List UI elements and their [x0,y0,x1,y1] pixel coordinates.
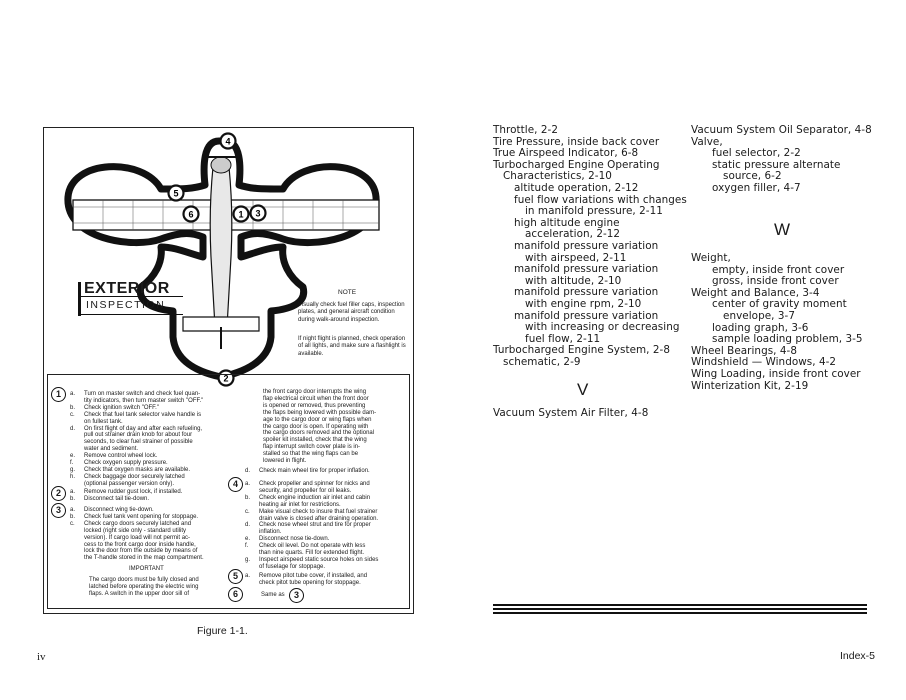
text-line: the front cargo door interrupts the wing [263,389,367,395]
step-line [245,557,410,564]
step-text: seconds, to clear fuel strainer of possible [84,439,193,446]
step-line [70,528,250,535]
step-line [245,516,410,523]
step-line [70,496,250,503]
step-text: Remove pitot tube cover, if installed, and [259,573,368,579]
svg-text:3: 3 [255,208,261,219]
index-entry: altitude operation, 2-12 [514,181,639,194]
index-entry: Wing Loading, inside front cover [691,367,861,380]
index-entry: manifold pressure variation [514,309,659,322]
text-line: is opened or removed, thus preventing [263,402,366,409]
step-line [70,535,250,542]
step-3-list [70,507,250,562]
index-entry: Winterization Kit, 2-19 [691,379,809,392]
step-letter: f. [245,543,249,550]
step-letter: e. [245,536,251,543]
step-letter: c. [70,411,75,418]
step-line [70,419,250,426]
text-line: stalled so that the wing flaps can be [263,451,359,458]
step-text: Check ignition switch "OFF." [84,404,159,411]
step-text: the T-handle stored in the map compartment. [84,555,204,562]
step-text: Check cargo doors securely latched and [84,520,192,527]
step-text: Inspect airspeed static source holes on sides [259,556,379,563]
marker-3 [251,206,266,221]
step-letter: a. [70,489,76,495]
step-text: Disconnect tail tie-down. [84,495,150,502]
index-entry: gross, inside front cover [712,275,839,288]
step-line [70,405,250,412]
step-line [70,398,250,405]
step-line [245,488,410,495]
index-entry: loading graph, 3-6 [712,321,809,334]
text-line: lowered in flight. [263,458,307,465]
fuselage [210,167,232,327]
index-entry: Weight and Balance, 3-4 [691,286,820,299]
figure-caption: Figure 1-1. [197,625,248,637]
step-line [70,412,250,419]
step-letter: c. [245,508,250,515]
index-entry: Weight, [691,252,731,264]
index-entry: with engine rpm, 2-10 [525,297,642,310]
index-entry: Turbocharged Engine System, 2-8 [493,344,671,357]
step-2-badge: 2 [51,486,66,501]
step-text: Check fuel tank vent opening for stoppage. [84,513,199,520]
step-line [70,474,250,481]
step-line [70,460,250,467]
index-entry: with altitude, 2-10 [525,274,622,287]
step-line [70,521,250,528]
step-letter: d. [245,522,251,529]
step-4-list [245,481,410,571]
index-entry: manifold pressure variation [514,239,659,252]
step-3-badge: 3 [51,503,66,518]
page-number-left: iv [37,651,46,663]
step-text: security, and propeller for oil leaks. [259,487,352,494]
step-text: Disconnect nose tie-down. [259,536,330,543]
step-line [70,467,250,474]
index-entry: static pressure alternate [712,158,841,171]
step-line [245,543,410,550]
marker-1 [234,207,249,222]
step-line [245,481,410,488]
step-text: than nine quarts. Fill for extended flight. [259,550,365,557]
index-entry: Tire Pressure, inside back cover [493,135,660,148]
text-line: spoiler kit installed, check that the wing [263,437,367,444]
step-text: Check that oxygen masks are available. [84,466,191,473]
step-5-list [245,573,410,587]
step-text: (optional passenger version only). [84,480,175,487]
footer-rule-2 [493,608,867,610]
step-line [245,529,410,536]
step-text: Check engine induction air inlet and cabin [259,494,371,501]
text-line: flap electrical circuit when the front door [263,395,369,402]
text-line: the cargo door is open. If operating with [263,423,369,430]
step-line [70,489,250,496]
index-entry: fuel selector, 2-2 [712,147,801,160]
step-line [70,446,250,453]
step-4-badge: 4 [228,477,243,492]
index-entry: Vacuum System Oil Separator, 4-8 [691,124,872,136]
step-6-text: Same as [261,592,285,598]
step-text: heating air inlet for restrictions. [259,501,341,508]
step-text: Turn on master switch and check fuel quan- [84,391,201,397]
step-letter: h. [70,473,76,480]
index-entry: empty, inside front cover [712,263,845,276]
index-entry: schematic, 2-9 [503,355,581,368]
exterior-title: EXTERIOR [84,280,170,297]
index-entry: acceleration, 2-12 [525,228,621,241]
index-entry: high altitude engine [514,216,620,229]
step-text: water and sediment. [84,446,139,453]
marker-5 [169,186,184,201]
step-line [70,548,250,555]
index-entry: manifold pressure variation [514,286,659,299]
step-text: drain valve is closed after draining operation. [259,515,379,522]
step-text: of fuselage for stoppage. [259,563,326,570]
step-line [70,542,250,549]
step-letter: b. [70,404,76,411]
step-line [245,522,410,529]
svg-text:6: 6 [188,209,194,220]
step-6-ref-badge: 3 [289,588,304,603]
index-column-1-t [493,125,687,368]
index-entry: Throttle, 2-2 [493,124,558,136]
step-letter: e. [70,453,76,460]
heading-bar [78,282,81,316]
index-entry: Characteristics, 2-10 [503,170,612,183]
step-letter: b. [70,513,76,520]
step-text: Check oxygen supply pressure. [84,460,168,467]
step-text: locked (right side only - standard utility [84,527,187,534]
step-text: Disconnect wing tie-down. [84,507,154,513]
text-line: The cargo doors must be fully closed and [89,577,199,583]
step-6-badge: 6 [228,587,243,602]
index-entry: True Airspeed Indicator, 6-8 [493,147,639,160]
text-line: age to the cargo door or wing flaps when [263,416,372,423]
index-entry: Turbocharged Engine Operating [493,158,660,171]
text-line: flap interrupt switch cover plate is in- [263,444,361,451]
svg-text:5: 5 [173,188,179,199]
index-column-2-w [691,253,863,392]
step-line [245,573,410,580]
step-line [70,555,250,562]
section-letter-v: V [577,380,589,399]
step-line [70,439,250,446]
step-letter: a. [70,507,76,513]
index-entry: Windshield — Windows, 4-2 [691,356,837,369]
step-text: Check oil level. Do not operate with less [259,543,366,550]
note-heading: NOTE [338,289,357,296]
step-line [245,550,410,557]
step-line [245,536,410,543]
step-1-list [70,391,250,488]
index-entry: manifold pressure variation [514,263,659,276]
footer-rule-1 [493,604,867,606]
svg-text:4: 4 [225,136,231,147]
heading-rule-bottom [78,314,183,315]
step-text: On first flight of day and after each refueling, [84,425,203,432]
text-line: flaps. A switch in the upper door sill of [89,590,190,597]
index-column-1-v [493,408,648,420]
step-letter: a. [245,481,251,487]
index-entry: oxygen filler, 4-7 [712,181,801,194]
step-line [70,432,250,439]
step-text: Check propeller and spinner for nicks and [259,481,370,487]
step-letter: d. [70,425,76,432]
footer-rule-3 [493,612,867,614]
step-line [245,502,410,509]
step-text: inflation. [259,529,282,536]
step-text: cess to the front cargo door inside handle, [84,541,196,548]
page-number-right: Index-5 [840,650,876,662]
step-text: Check nose wheel strut and tire for proper [259,522,371,529]
step-line [245,580,410,587]
step-text: Check baggage door securely latched [84,473,185,480]
step-letter: b. [245,494,251,501]
index-entry: with increasing or decreasing [525,321,680,334]
marker-6 [184,207,199,222]
step-text: version). If cargo load will not permit ac- [84,534,191,541]
step-text: Check that fuel tank selector valve handle is [84,411,202,418]
text-line: the flaps being lowered with possible dam- [263,409,377,416]
step-line [245,495,410,502]
index-entry: with airspeed, 2-11 [525,251,627,264]
step-2-list [70,489,250,503]
index-entry: Vacuum System Air Filter, 4-8 [493,407,649,419]
index-entry: envelope, 3-7 [723,309,795,322]
marker-4 [221,134,236,149]
step-line [70,481,250,488]
step-text: check pitot tube opening for stoppage. [259,579,361,586]
svg-text:2: 2 [223,373,229,384]
index-entry: source, 6-2 [723,170,782,183]
index-entry: fuel flow variations with changes [514,193,687,206]
step-text: Remove rudder gust lock, if installed. [84,489,183,495]
index-entry: sample loading problem, 3-5 [712,333,863,346]
step-letter: f. [70,460,74,467]
index-column-2-v [691,125,872,195]
step-text: pull out strainer drain knob for about four [84,432,193,439]
index-entry: Wheel Bearings, 4-8 [691,344,798,357]
step-line [245,509,410,516]
index-entry: Valve, [691,135,723,148]
step-letter: c. [70,520,75,527]
step-text: Remove control wheel lock. [84,453,158,460]
index-entry: fuel flow, 2-11 [525,332,601,345]
step-text: on fullest tank. [84,418,123,425]
step-1-badge: 1 [51,387,66,402]
step-letter: g. [245,556,251,563]
section-letter-w: W [774,220,791,239]
important-text-right [263,389,413,465]
index-entry: center of gravity moment [712,298,847,311]
step-letter: a. [70,391,76,397]
step-line [70,426,250,433]
important-heading: IMPORTANT [129,566,164,572]
note-paragraph-1: Visually check fuel filler caps, inspection plates, and general aircraft condition during walk-around inspection. [298,302,405,323]
step-text: lock the door from the outside by means of [84,548,198,555]
step-text: tity indicators, then turn master switch "OFF." [84,397,204,404]
step-letter: a. [245,573,251,579]
step-line [245,564,410,571]
step-letter: g. [70,466,76,473]
text-line: the cargo doors removed and the optional [263,430,375,437]
step-3d: d. Check main wheel tire for proper inflation. [245,468,370,474]
step-text: Make visual check to insure that fuel strainer [259,508,378,515]
step-line [70,453,250,460]
inspection-subtitle: INSPECTION [86,299,166,311]
step-line [70,514,250,521]
note-paragraph-2: If night flight is planned, check operation of all lights, and make sure a flashlight is available. [298,336,406,357]
svg-text:1: 1 [238,209,244,220]
step-line [70,391,250,398]
index-entry: in manifold pressure, 2-11 [525,205,663,218]
text-line: latched before operating the electric wing [89,583,199,590]
step-letter: b. [70,495,76,502]
step-5-badge: 5 [228,569,243,584]
step-line [70,507,250,514]
